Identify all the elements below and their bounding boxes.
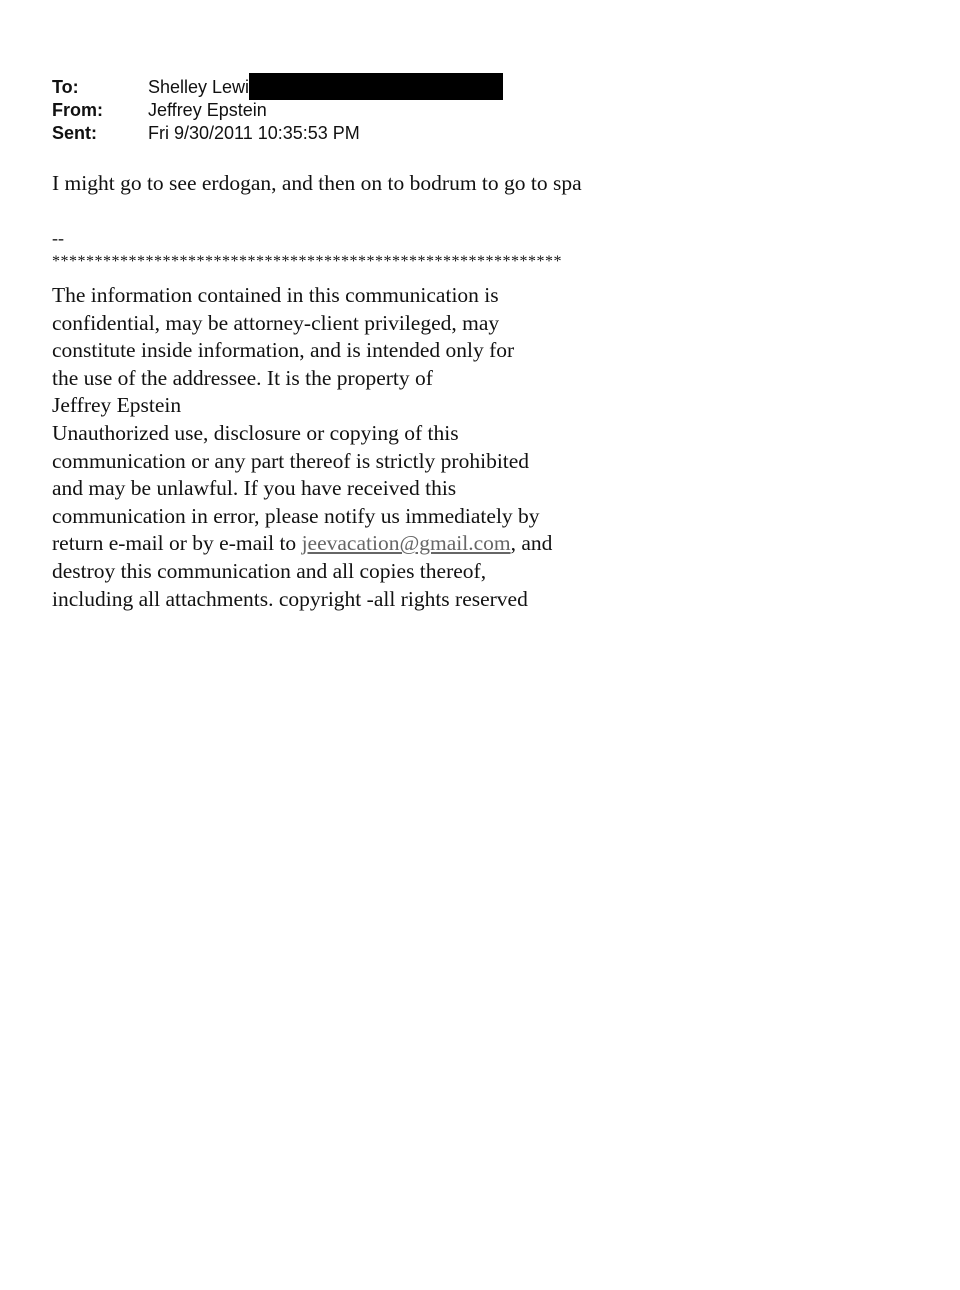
confidentiality-disclaimer bbox=[52, 282, 552, 613]
to-value-group bbox=[148, 74, 503, 101]
sent-label: Sent: bbox=[52, 123, 97, 143]
disclaimer-line10-post: , and bbox=[510, 531, 553, 556]
disclaimer-line-with-email bbox=[52, 530, 552, 558]
disclaimer-line: communication or any part thereof is strictly prohibited bbox=[52, 448, 530, 473]
to-value: Shelley Lewi bbox=[148, 77, 250, 97]
disclaimer-line: the use of the addressee. It is the property of bbox=[52, 365, 433, 390]
to-label: To: bbox=[52, 77, 79, 97]
disclaimer-line: constitute inside information, and is intended only for bbox=[52, 338, 515, 363]
disclaimer-line: and may be unlawful. If you have received this bbox=[52, 476, 457, 501]
disclaimer-line: destroy this communication and all copies thereof, bbox=[52, 558, 487, 583]
from-label: From: bbox=[52, 100, 103, 120]
disclaimer-line: Jeffrey Epstein bbox=[52, 393, 182, 418]
email-link[interactable]: jeevacation@gmail.com bbox=[301, 531, 511, 556]
disclaimer-line: confidential, may be attorney-client privileged, may bbox=[52, 310, 500, 335]
disclaimer-line: including all attachments. copyright -all rights reserved bbox=[52, 586, 528, 611]
disclaimer-line10-pre: return e-mail or by e-mail to bbox=[52, 531, 302, 556]
disclaimer-line: Unauthorized use, disclosure or copying of this bbox=[52, 420, 459, 445]
from-row bbox=[52, 99, 503, 122]
from-value: Jeffrey Epstein bbox=[148, 100, 267, 120]
message-body: I might go to see erdogan, and then on to bodrum to go to spa bbox=[52, 171, 582, 195]
to-row bbox=[52, 76, 503, 99]
sent-value: Fri 9/30/2011 10:35:53 PM bbox=[148, 123, 360, 143]
disclaimer-line: The information contained in this communication is bbox=[52, 283, 499, 307]
sent-row bbox=[52, 122, 503, 145]
email-header bbox=[52, 76, 503, 145]
signature-stars: ************************************************************ bbox=[52, 253, 562, 270]
signature-separator: -- bbox=[52, 228, 64, 248]
redaction-bar bbox=[249, 73, 503, 100]
disclaimer-line: communication in error, please notify us immediately by bbox=[52, 503, 540, 528]
